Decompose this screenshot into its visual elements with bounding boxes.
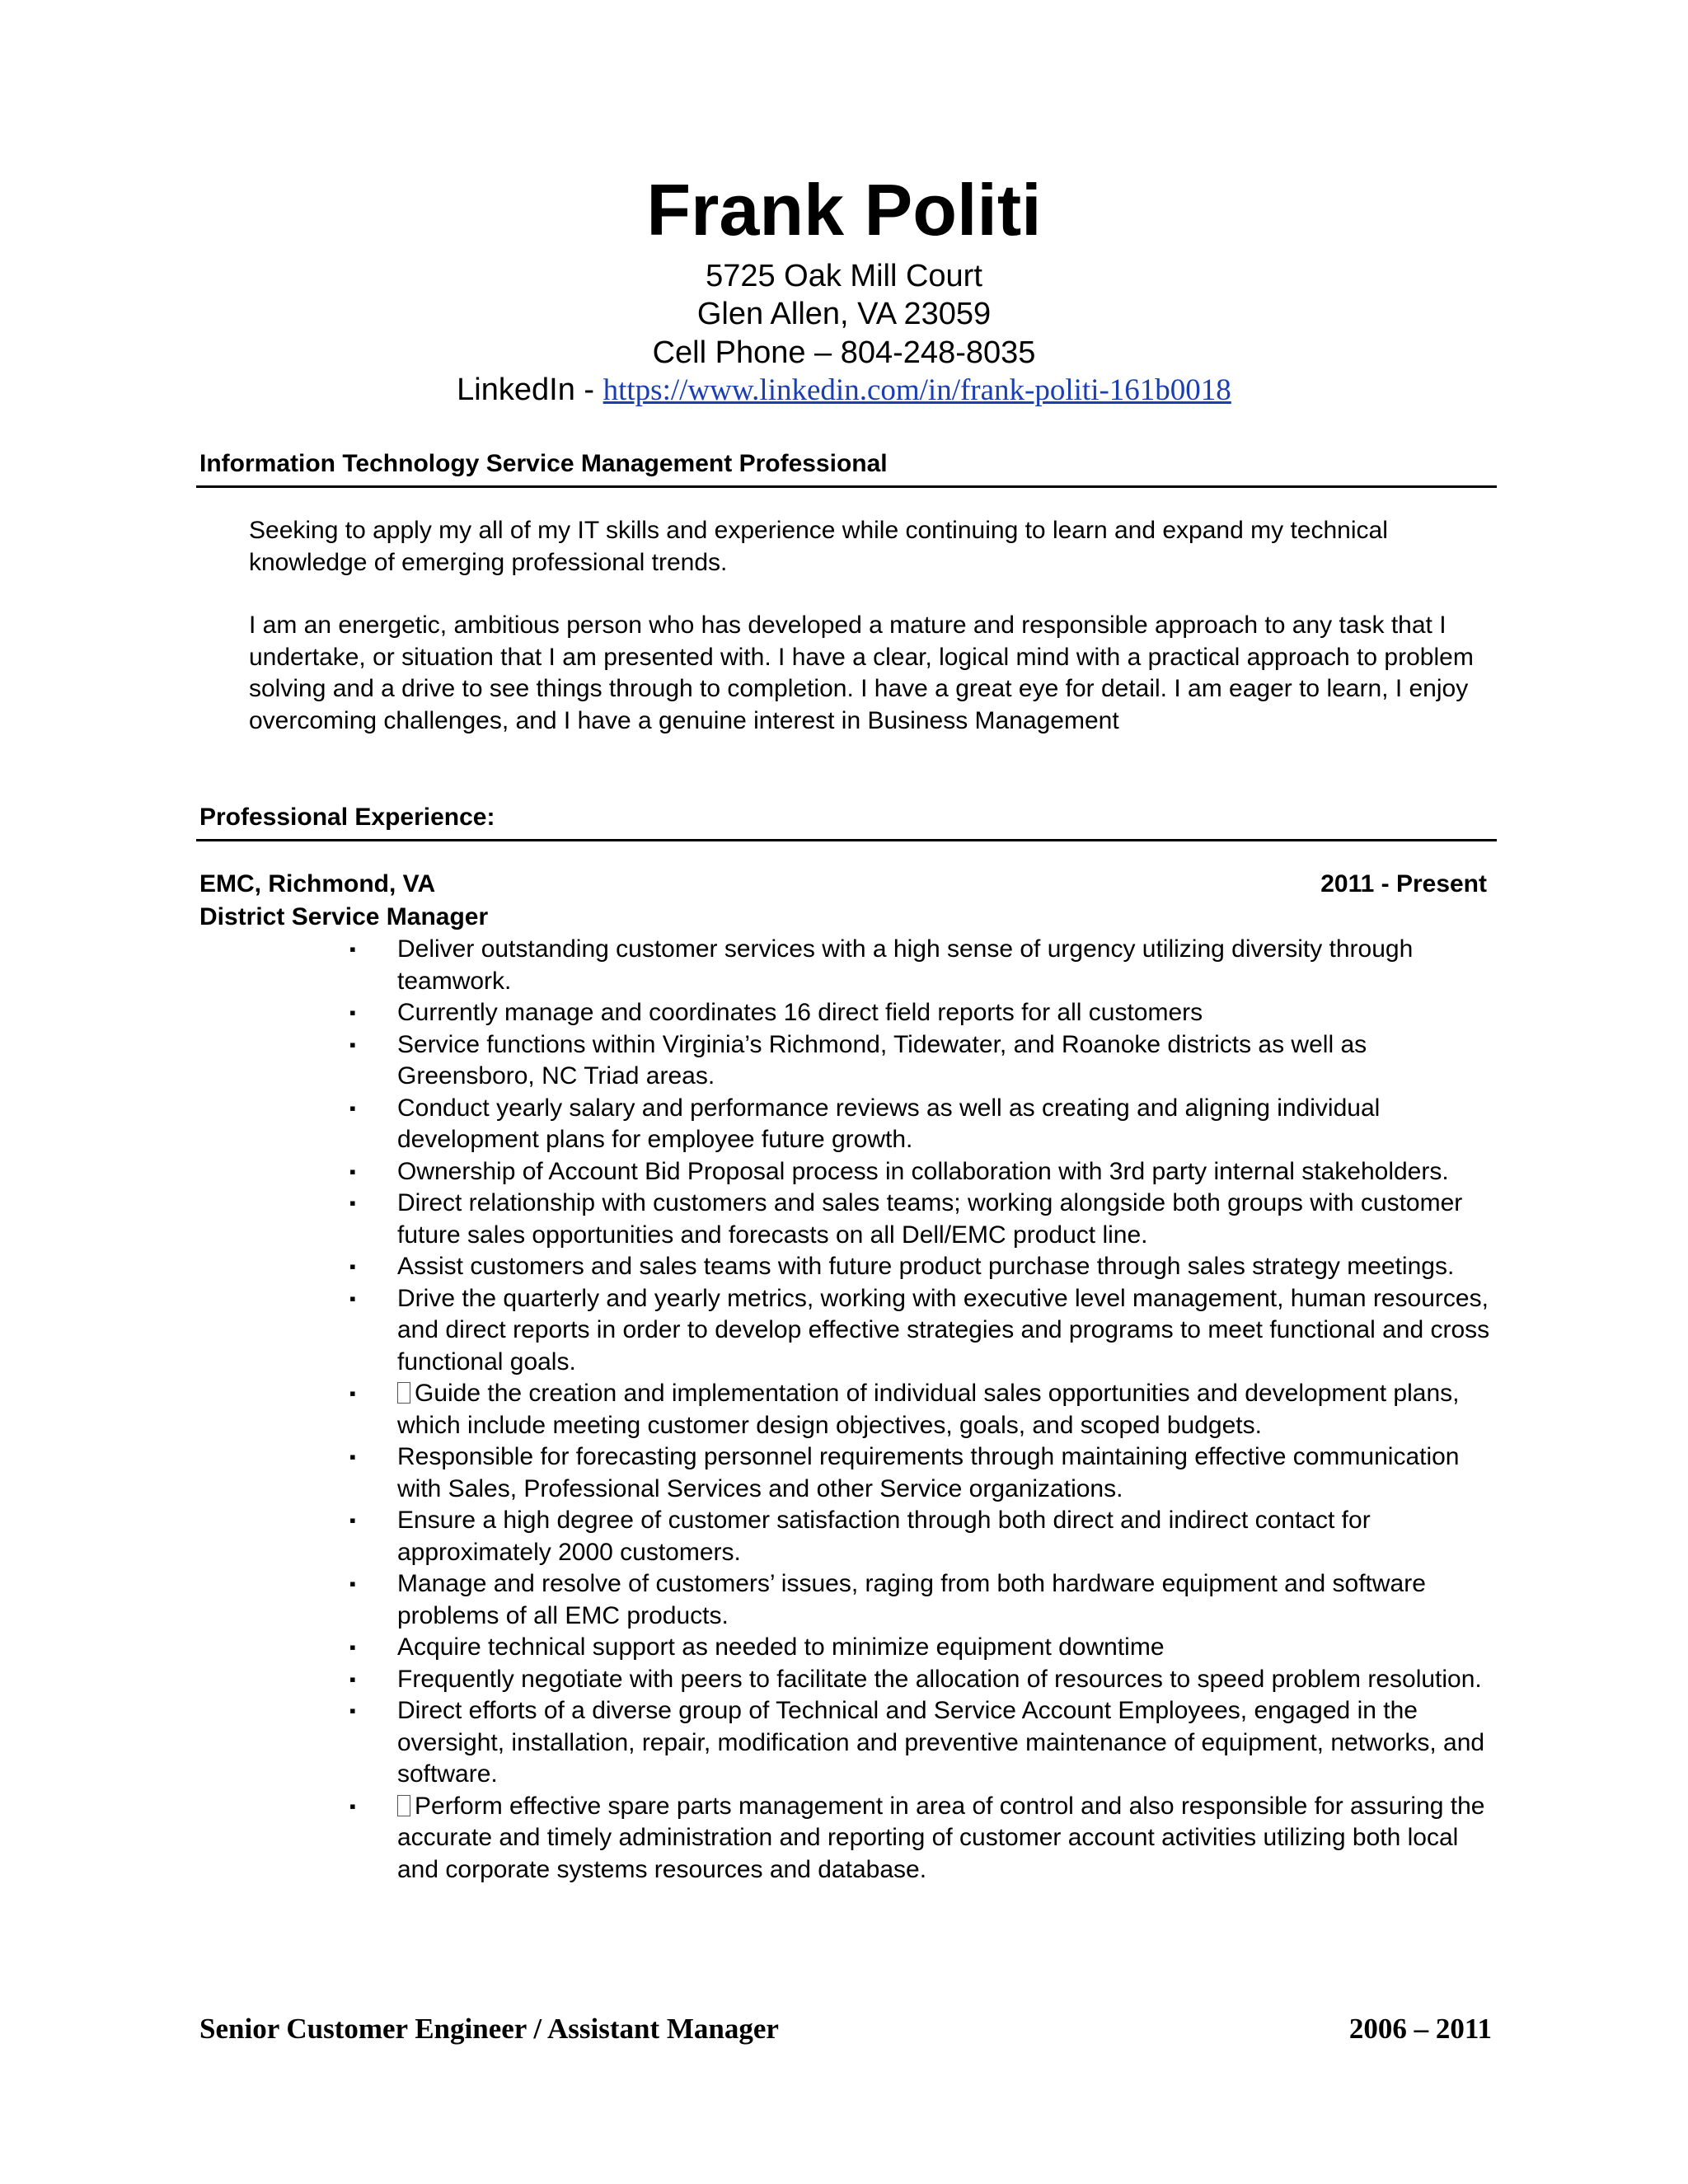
square-bullet-icon: ▪ [349,1573,356,1594]
address-line-2: Glen Allen, VA 23059 [696,297,992,331]
profile-paragraph: I am an energetic, ambitious person who has developed a mature and responsible approach to any task that I undertake, or situation that I am presented with. I have a clear, logical mind with a practical approach to problem solving and a drive to see things through to completion. I have a great eye for detail. I am eager to learn, I enjoy overcoming challenges, and I have a genuine interest in Business Management [249,612,1474,734]
list-item: ▪ Direct relationship with customers and sales teams; working alongside both groups with customer future sales opportunities and forecasts on all Dell/EMC product line. [349,1189,1463,1249]
address-line-1: 5725 Oak Mill Court [706,259,982,293]
summary-heading: Information Technology Service Management Professional [199,450,888,477]
square-bullet-icon: ▪ [349,1033,356,1055]
job-dates: 2011 - Present [1320,870,1487,898]
missing-glyph-icon [397,1382,410,1404]
company-location: EMC, Richmond, VA [199,870,436,898]
list-item: ▪ Acquire technical support as needed to minimize equipment downtime [346,1632,1500,1664]
square-bullet-icon: ▪ [349,1668,356,1690]
linkedin-link[interactable]: https://www.linkedin.com/in/frank-politi-161b0018 [603,373,1231,407]
square-bullet-icon: ▪ [349,1795,356,1816]
square-bullet-icon: ▪ [349,1256,356,1277]
job-title: District Service Manager [199,903,489,930]
phone-number: Cell Phone – 804-248-8035 [652,335,1036,370]
square-bullet-icon: ▪ [349,1160,356,1182]
experience-heading: Professional Experience: [199,804,495,831]
list-item: ▪ Currently manage and coordinates 16 direct field reports for all customers [346,997,1500,1029]
list-item: ▪ Ensure a high degree of customer satisfaction through both direct and indirect contact for approximately 2000 customers. [349,1507,1371,1566]
square-bullet-icon: ▪ [349,939,356,959]
square-bullet-icon: ▪ [349,1446,356,1467]
list-item: ▪ Assist customers and sales teams with future product purchase through sales strategy meetings. [346,1251,1500,1283]
list-item: ▪ Guide the creation and implementation of individual sales opportunities and development plans, which include meeting customer design objectives, goals, and scoped budgets. [349,1380,1460,1439]
square-bullet-icon: ▪ [349,1700,356,1721]
square-bullet-icon: ▪ [349,1510,356,1530]
list-item: ▪ Conduct yearly salary and performance reviews as well as creating and aligning individual development plans for employee future growth. [349,1094,1381,1153]
list-item: ▪ Frequently negotiate with peers to facilitate the allocation of resources to speed problem resolution. [346,1664,1500,1696]
candidate-name: Frank Politi [646,169,1042,251]
list-item: ▪ Manage and resolve of customers’ issues, raging from both hardware equipment and software problems of all EMC products. [349,1570,1426,1629]
square-bullet-icon: ▪ [349,1097,356,1118]
list-item: ▪ Ownership of Account Bid Proposal process in collaboration with 3rd party internal stakeholders. [346,1156,1500,1188]
square-bullet-icon: ▪ [349,1287,356,1309]
square-bullet-icon: ▪ [349,1193,356,1213]
list-item: ▪ Direct efforts of a diverse group of Technical and Service Account Employees, engaged in the oversight, installation, repair, modification and preventive maintenance of equipment, networks, and software. [349,1697,1485,1788]
linkedin-label: LinkedIn - [457,373,603,407]
responsibilities-list [346,934,1500,1886]
linkedin-line [0,371,1688,410]
square-bullet-icon: ▪ [349,1637,356,1657]
summary-divider [196,485,1497,488]
job2-title: Senior Customer Engineer / Assistant Manager [199,2013,779,2045]
list-item: ▪ Drive the quarterly and yearly metrics, working with executive level management, human resources, and direct reports in order to develop effective strategies and programs to meet functional and cross functional goals. [349,1284,1490,1376]
missing-glyph-icon [397,1795,410,1816]
list-item: ▪ Service functions within Virginia’s Richmond, Tidewater, and Roanoke districts as well as Greensboro, NC Triad areas. [349,1030,1367,1090]
square-bullet-icon: ▪ [349,1002,356,1023]
job2-header [199,2011,1492,2047]
square-bullet-icon: ▪ [349,1383,356,1404]
list-item: ▪ Perform effective spare parts management in area of control and also responsible for assuring the accurate and timely administration and reporting of customer account activities utilizing both local and corporate systems resources and database. [349,1792,1485,1883]
list-item: ▪ Deliver outstanding customer services with a high sense of urgency utilizing diversity through teamwork. [349,935,1414,995]
job-header [199,869,1487,900]
job2-dates: 2006 – 2011 [1348,2013,1492,2045]
experience-divider [196,839,1497,841]
objective-paragraph: Seeking to apply my all of my IT skills and experience while continuing to learn and expand my technical knowledge of emerging professional trends. [249,517,1388,576]
list-item: ▪ Responsible for forecasting personnel requirements through maintaining effective communication with Sales, Professional Services and other Service organizations. [349,1443,1460,1502]
